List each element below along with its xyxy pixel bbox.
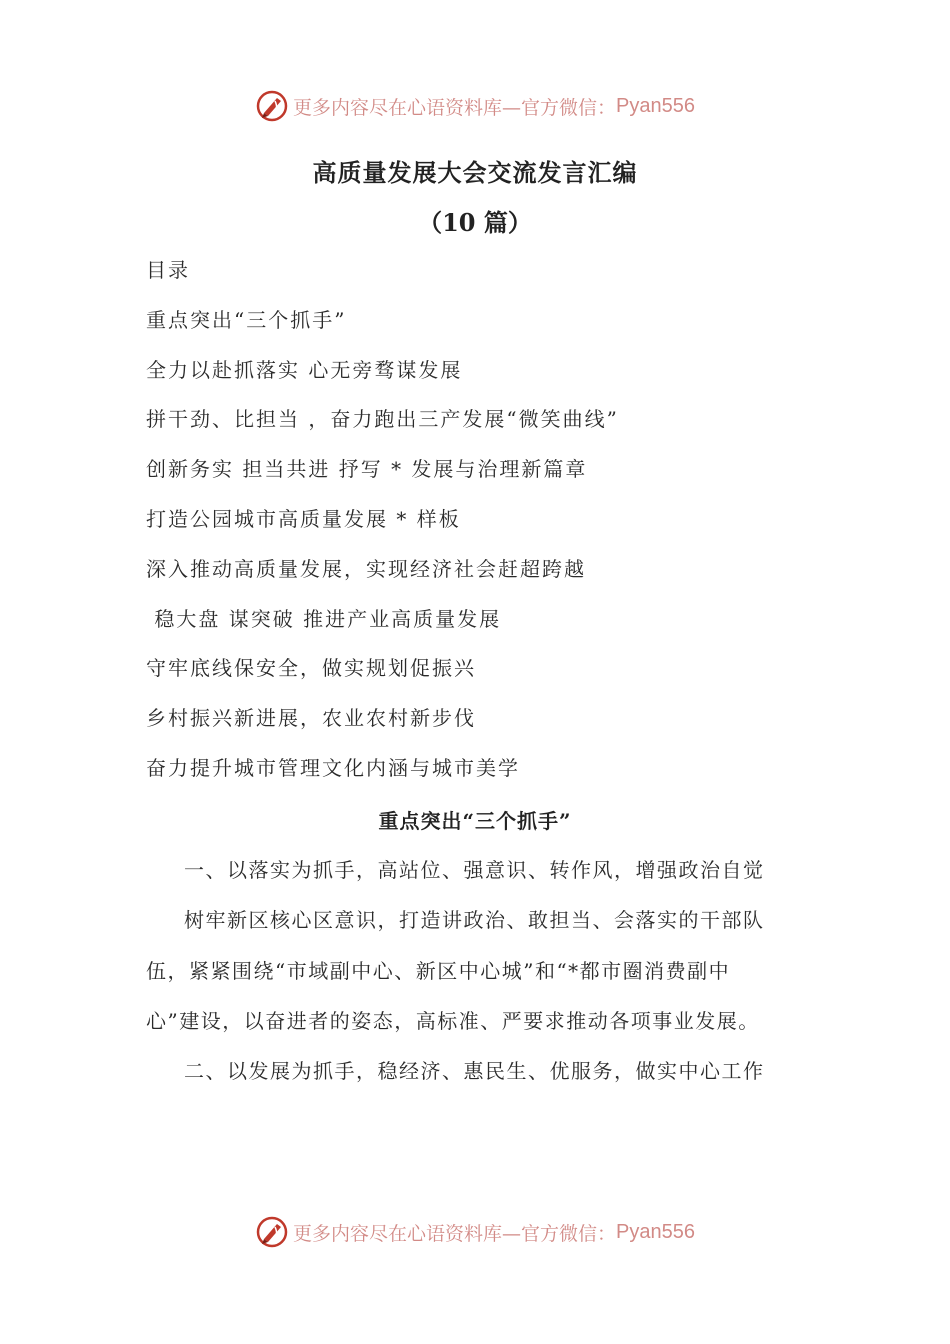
watermark-text: 更多内容尽在心语资料库—官方微信： bbox=[293, 96, 617, 119]
toc-heading: 目录 bbox=[146, 258, 190, 282]
pen-logo-icon bbox=[255, 89, 289, 123]
watermark-text: 更多内容尽在心语资料库—官方微信： bbox=[293, 1222, 617, 1245]
toc-item: 稳大盘 谋突破 推进产业高质量发展 bbox=[146, 606, 502, 631]
toc-item: 拼干劲、比担当 ，奋力跑出三产发展“微笑曲线” bbox=[146, 407, 619, 432]
toc-item: 深入推动高质量发展，实现经济社会赶超跨越 bbox=[146, 556, 586, 581]
document-subtitle: （10 篇） bbox=[418, 208, 532, 237]
body-paragraph-line: 一、以落实为抓手，高站位、强意识、转作风，增强政治自觉 bbox=[184, 858, 765, 882]
watermark-footer bbox=[0, 1212, 950, 1252]
toc-item: 打造公园城市高质量发展 * 样板 bbox=[146, 506, 461, 531]
toc-item: 守牢底线保安全，做实规划促振兴 bbox=[146, 656, 476, 681]
body-paragraph-line: 二、以发展为抓手，稳经济、惠民生、优服务，做实中心工作 bbox=[184, 1059, 765, 1084]
toc-item: 全力以赴抓落实 心无旁骛谋发展 bbox=[146, 357, 463, 382]
watermark-wechat-id: Pyan556 bbox=[616, 94, 695, 117]
watermark-wechat-id: Pyan556 bbox=[616, 1220, 695, 1243]
body-text bbox=[146, 854, 786, 1105]
toc-item: 重点突出“三个抓手” bbox=[146, 307, 347, 332]
toc-item: 奋力提升城市管理文化内涵与城市美学 bbox=[146, 755, 520, 780]
body-paragraph-line: 树牢新区核心区意识，打造讲政治、敢担当、会落实的干部队 bbox=[184, 908, 765, 933]
pen-logo-icon bbox=[255, 1215, 289, 1249]
document-title: 高质量发展大会交流发言汇编 bbox=[312, 158, 638, 187]
toc-item: 创新务实 担当共进 抒写 * 发展与治理新篇章 bbox=[146, 457, 588, 482]
body-paragraph-line: 伍，紧紧围绕“市域副中心、新区中心城”和“*都市圈消费副中 bbox=[146, 958, 731, 983]
body-paragraph-line: 心”建设，以奋进者的姿态，高标准、严要求推动各项事业发展。 bbox=[146, 1008, 760, 1033]
section-heading: 重点突出“三个抓手” bbox=[378, 809, 572, 833]
table-of-contents bbox=[146, 255, 826, 803]
watermark-header bbox=[0, 86, 950, 126]
toc-item: 乡村振兴新进展，农业农村新步伐 bbox=[146, 706, 476, 731]
